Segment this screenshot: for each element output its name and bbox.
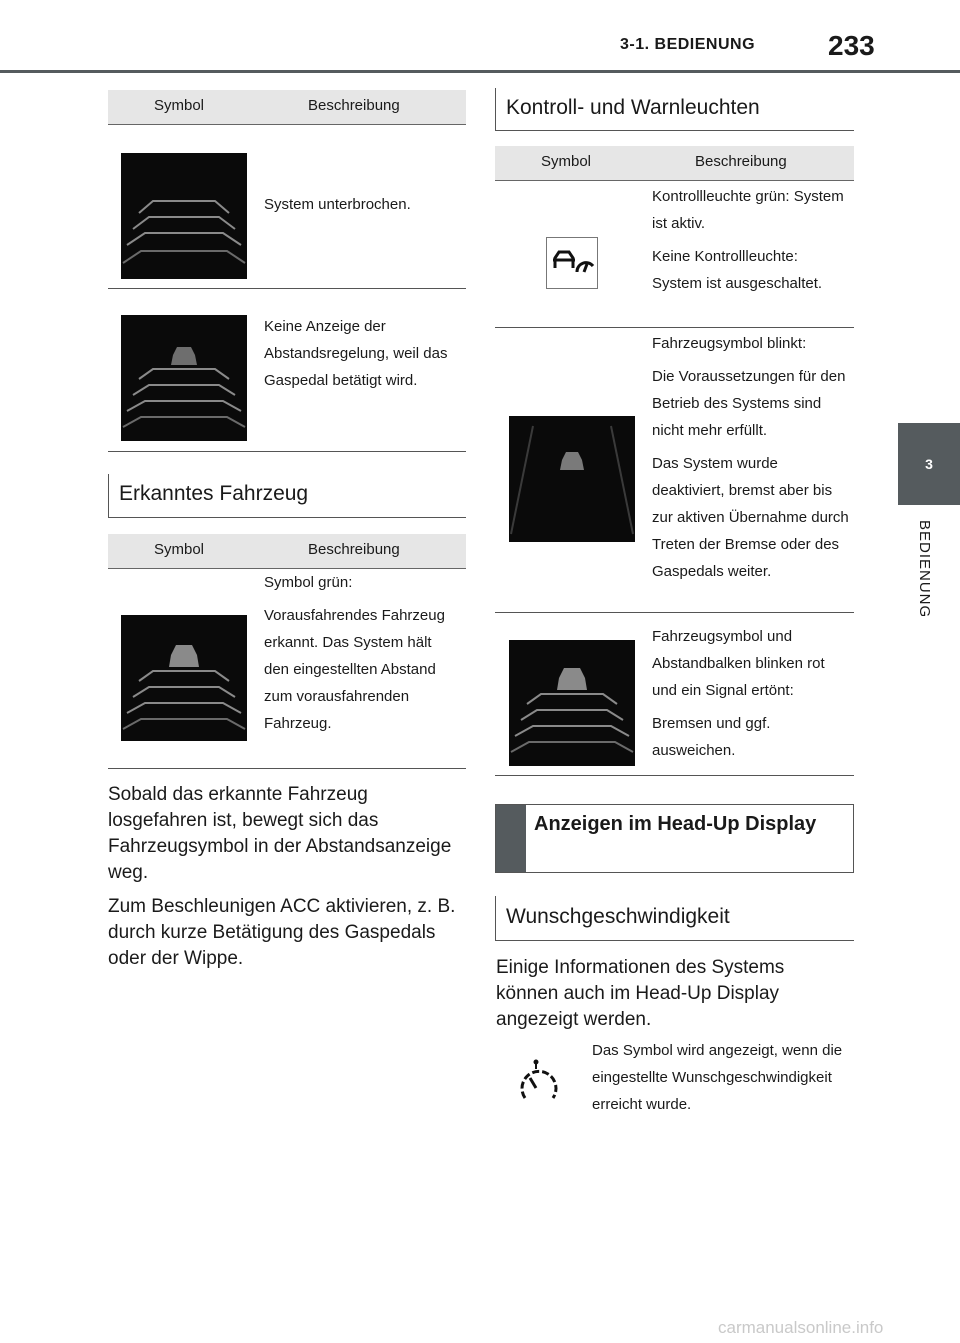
description-text: System unterbrochen.	[264, 196, 411, 213]
col-symbol-header: Symbol	[541, 153, 592, 170]
section-heading: Kontroll- und Warnleuchten	[495, 88, 854, 131]
table-header	[108, 90, 466, 125]
description-text: Das System wurde deaktiviert, bremst aber bis zur aktiven Übernahme durch Treten der Bremse oder des Gaspedals weiter.	[652, 455, 849, 580]
section-heading: Erkanntes Fahrzeug	[108, 474, 466, 518]
row-divider	[108, 768, 466, 769]
table-header	[495, 146, 854, 181]
vehicle-distance-blinking-image	[509, 640, 635, 766]
col-description-header: Beschreibung	[695, 153, 787, 170]
watermark: carmanualsonline.info	[718, 1318, 884, 1337]
description-text: Vorausfahrendes Fahrzeug erkannt. Das System hält den eingestellten Abstand zum vorausfahrenden Fahrzeug.	[264, 607, 445, 732]
row-description	[264, 569, 460, 743]
description-text: Die Voraussetzungen für den Betrieb des Systems sind nicht mehr erfüllt.	[652, 368, 846, 439]
section-title: 3-1. BEDIENUNG	[620, 36, 756, 53]
acc-indicator-icon	[546, 237, 598, 289]
paragraph: Zum Beschleunigen ACC aktivieren, z. B. durch kurze Betätigung des Gaspedals oder der Wippe.	[108, 896, 456, 969]
table-header	[108, 534, 466, 569]
row-divider	[495, 327, 854, 328]
row-divider	[495, 612, 854, 613]
row-divider	[108, 451, 466, 452]
row-divider	[108, 288, 466, 289]
description-text: Fahrzeugsymbol blinkt:	[652, 335, 807, 352]
col-symbol-header: Symbol	[154, 541, 205, 558]
heading-accent-bar	[496, 805, 526, 872]
col-symbol-header: Symbol	[154, 97, 205, 114]
paragraph: Einige Informationen des Systems können auch im Head-Up Display angezeigt werden.	[496, 957, 785, 1030]
description-text: Das Symbol wird angezeigt, wenn die eingestellte Wunschgeschwindigkeit erreicht wurde.	[592, 1042, 843, 1113]
recognized-vehicle-image	[121, 615, 247, 741]
page-number: 233	[828, 30, 875, 61]
hud-heading-text: Anzeigen im Head-Up Display	[534, 813, 817, 835]
description-text: Bremsen und ggf. ausweichen.	[652, 715, 771, 759]
vehicle-symbol-blinking-image	[509, 416, 635, 542]
description-text: Keine Anzeige der Abstandsregelung, weil das Gaspedal betätigt wird.	[264, 318, 448, 389]
distance-display-gas-pedal-image	[121, 315, 247, 441]
row-description	[264, 313, 464, 400]
row-description	[652, 330, 852, 591]
description-text: Fahrzeugsymbol und Abstandbalken blinken rot und ein Signal ertönt:	[652, 628, 825, 699]
hud-intro	[496, 955, 846, 1041]
body-paragraphs	[108, 782, 458, 980]
row-description	[652, 183, 852, 303]
distance-display-interrupted-image	[121, 153, 247, 279]
row-divider	[495, 775, 854, 776]
description-text: Symbol grün:	[264, 574, 353, 591]
header-divider	[0, 70, 960, 73]
row-description	[652, 623, 852, 770]
chapter-tab: 3	[898, 423, 960, 505]
hud-section-heading	[495, 804, 854, 873]
col-description-header: Beschreibung	[308, 97, 400, 114]
desired-speed-reached-icon	[516, 1058, 566, 1108]
description-text: Keine Kontrollleuchte: System ist ausgeschaltet.	[652, 248, 823, 292]
subsection-heading: Wunschgeschwindigkeit	[495, 896, 854, 941]
col-description-header: Beschreibung	[308, 541, 400, 558]
hud-symbol-description	[592, 1037, 854, 1124]
chapter-label: BEDIENUNG	[916, 520, 933, 619]
description-text: Kontrollleuchte grün: System ist aktiv.	[652, 188, 844, 232]
paragraph: Sobald das erkannte Fahrzeug losgefahren ist, bewegt sich das Fahrzeugsymbol in der Abstandsanzeige weg.	[108, 784, 452, 883]
row-description	[264, 191, 464, 224]
